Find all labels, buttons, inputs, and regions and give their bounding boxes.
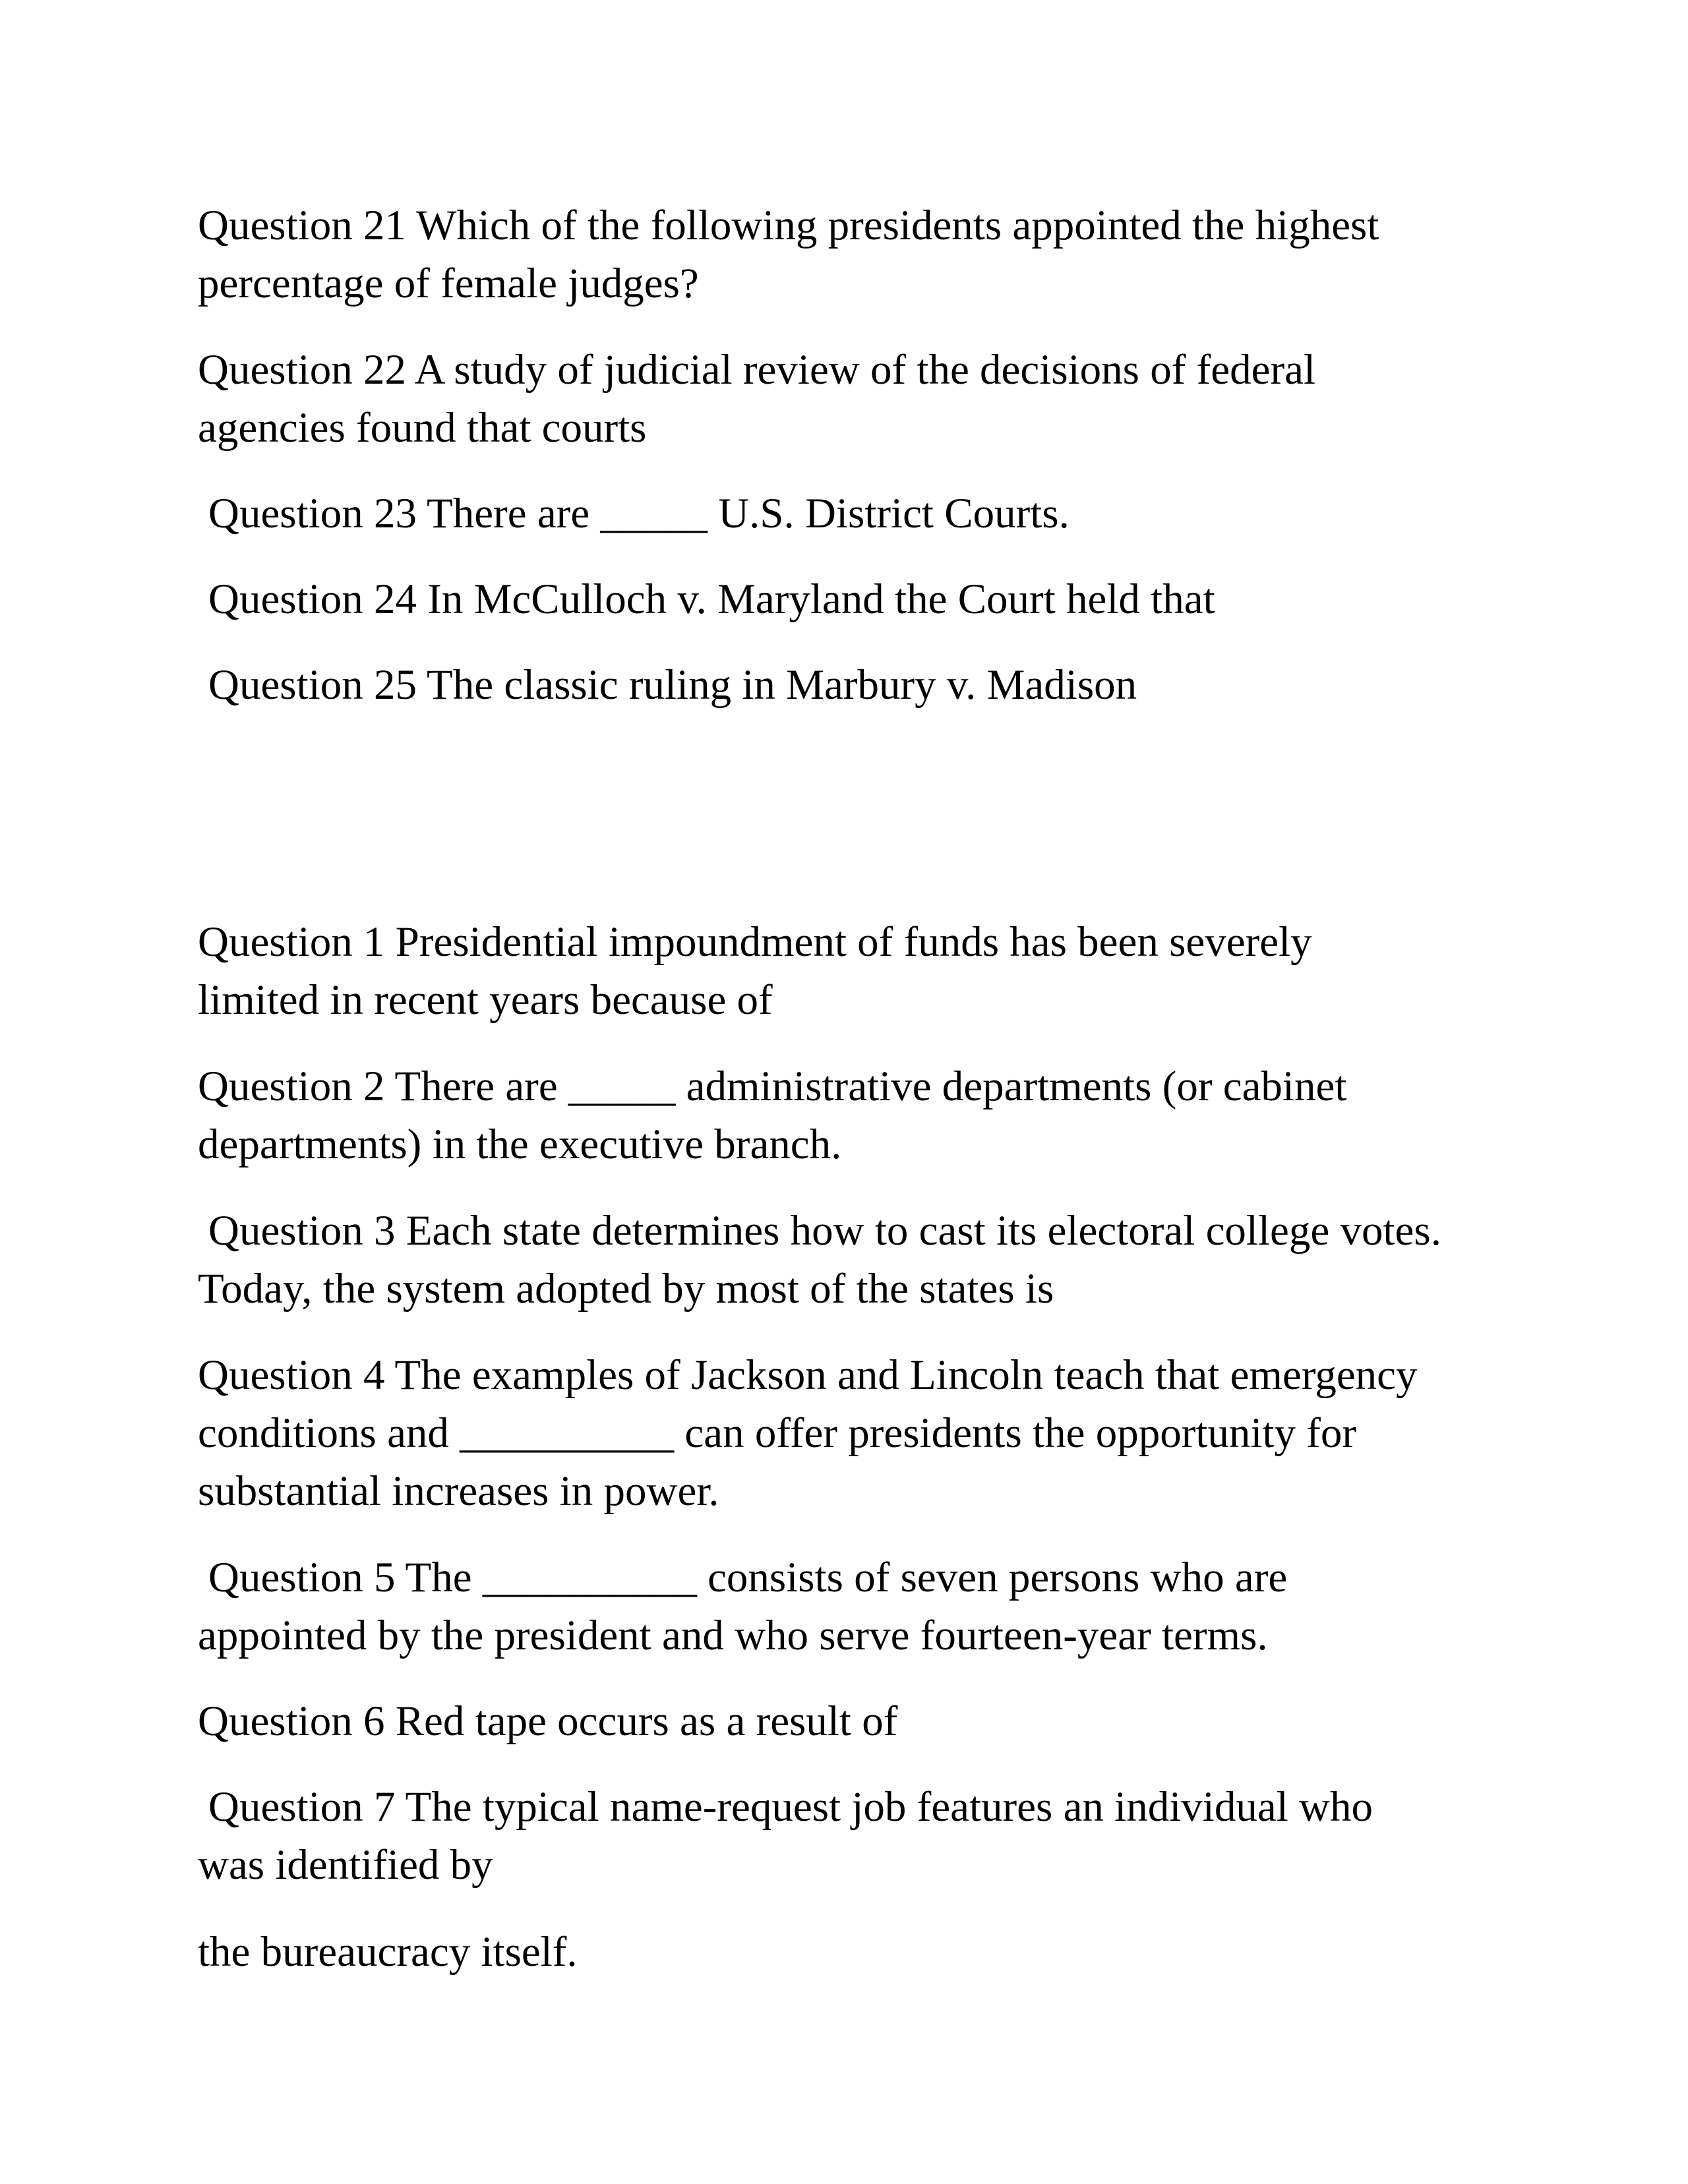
- question-24-line-1: Question 24 In McCulloch v. Maryland the Court held that: [208, 576, 1215, 623]
- question-2: [198, 1057, 1530, 1173]
- question-4-line-1: Question 4 The examples of Jackson and Lincoln teach that emergency: [198, 1351, 1418, 1399]
- question-7: [198, 1778, 1530, 1894]
- question-23: [208, 485, 1540, 543]
- closing-line-text: the bureaucracy itself.: [198, 1928, 578, 1976]
- question-25-line-1: Question 25 The classic ruling in Marbury v. Madison: [208, 661, 1137, 709]
- question-21: [198, 196, 1530, 312]
- question-1-line-2: limited in recent years because of: [198, 976, 773, 1024]
- question-6-line-1: Question 6 Red tape occurs as a result of: [198, 1697, 898, 1745]
- question-5: [198, 1549, 1530, 1665]
- question-21-line-2: percentage of female judges?: [198, 260, 699, 307]
- question-1: [198, 913, 1530, 1029]
- question-25: [208, 656, 1540, 714]
- question-3-line-2: Today, the system adopted by most of the states is: [198, 1265, 1054, 1313]
- question-23-line-1: Question 23 There are _____ U.S. District Courts.: [208, 490, 1070, 537]
- question-5-line-2: appointed by the president and who serve fourteen-year terms.: [198, 1612, 1268, 1659]
- question-22-line-2: agencies found that courts: [198, 404, 647, 452]
- question-7-line-2: was identified by: [198, 1841, 493, 1889]
- question-3-line-1: Question 3 Each state determines how to cast its electoral college votes.: [208, 1207, 1441, 1254]
- question-5-line-1: Question 5 The __________ consists of seven persons who are: [208, 1554, 1288, 1601]
- question-4-line-3: substantial increases in power.: [198, 1467, 719, 1515]
- question-22-line-1: Question 22 A study of judicial review of the decisions of federal: [198, 346, 1316, 394]
- question-1-line-1: Question 1 Presidential impoundment of funds has been severely: [198, 918, 1312, 966]
- question-24: [208, 570, 1540, 628]
- question-2-line-1: Question 2 There are _____ administrative departments (or cabinet: [198, 1063, 1347, 1110]
- closing-line: [198, 1923, 1530, 1981]
- question-4: [198, 1346, 1530, 1520]
- question-4-line-2: conditions and __________ can offer presidents the opportunity for: [198, 1409, 1357, 1457]
- question-3: [198, 1202, 1530, 1318]
- question-21-line-1: Question 21 Which of the following presidents appointed the highest: [198, 202, 1379, 249]
- question-22: [198, 341, 1530, 457]
- question-6: [198, 1692, 1530, 1750]
- question-2-line-2: departments) in the executive branch.: [198, 1121, 842, 1168]
- question-7-line-1: Question 7 The typical name-request job features an individual who: [208, 1783, 1373, 1831]
